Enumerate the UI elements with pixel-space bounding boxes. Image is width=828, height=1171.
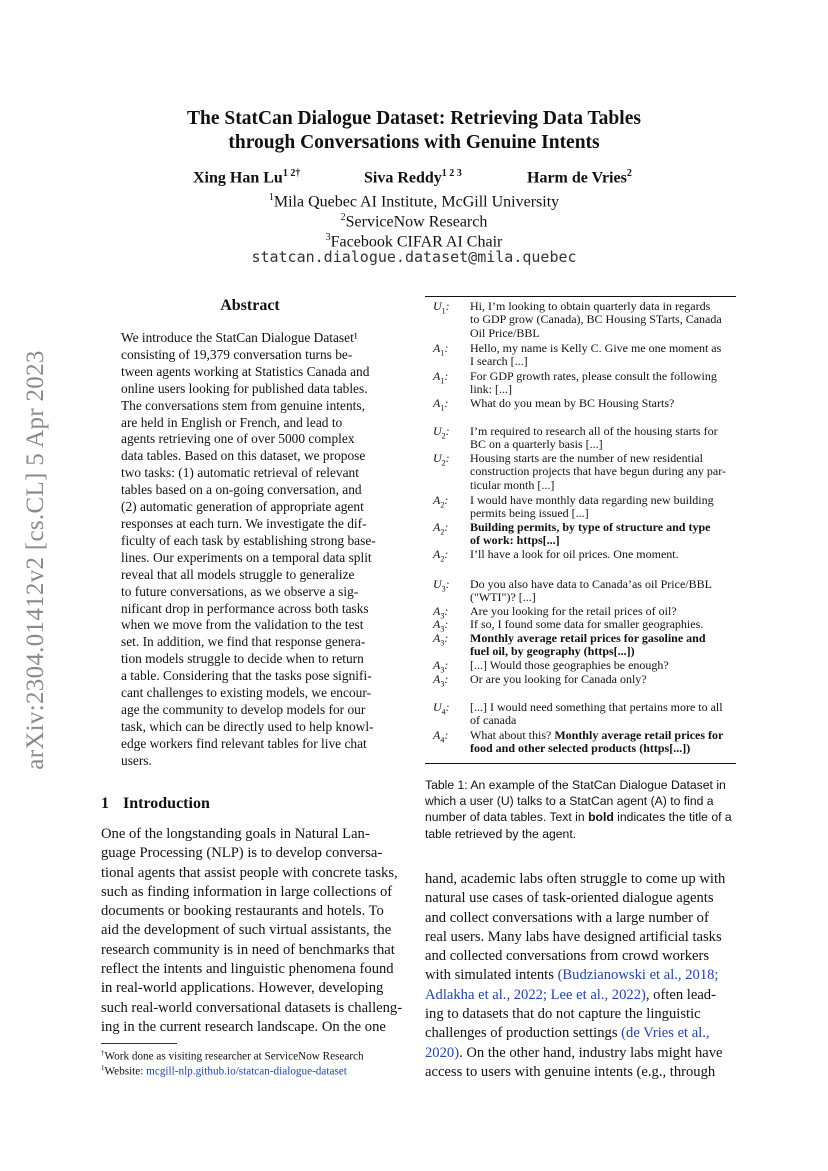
abstract-line: ficulty of each task by establishing strong base-: [121, 532, 376, 548]
turn-index: 2: [440, 554, 445, 564]
citation-link[interactable]: Adlakha et al., 2022; Lee et al., 2022): [425, 986, 646, 1003]
utterance-line: I’ll have a look for oil prices. One moment.: [470, 547, 679, 561]
utterance-line: For GDP growth rates, please consult the following: [470, 369, 717, 383]
utterance-line: ("WTI")? [...]: [470, 590, 536, 605]
citation-link[interactable]: (Budzianowski et al., 2018;: [557, 967, 719, 984]
footnote-website: [101, 1061, 411, 1080]
footnote-mark: 1: [101, 1064, 105, 1072]
contact-email[interactable]: statcan.dialogue.dataset@mila.quebec: [251, 248, 577, 266]
speaker-letter: U: [433, 577, 442, 591]
website-link[interactable]: mcgill-nlp.github.io/statcan-dialogue-dataset: [146, 1065, 347, 1078]
turn-index: 4: [441, 707, 446, 717]
line-text: . On the other hand, industry labs might have: [459, 1044, 723, 1061]
speaker-colon: :: [444, 617, 449, 631]
turn-index: 1: [440, 376, 445, 386]
dialogue-example-table: [425, 300, 736, 760]
abstract-line: task, which can be directly used to help knowl-: [121, 718, 374, 734]
utterance-line: Oil Price/BBL: [470, 325, 540, 340]
paragraph-line: [425, 966, 736, 985]
paragraph-line: [425, 870, 736, 889]
turn-index: 3: [440, 679, 445, 689]
speaker-letter: A: [433, 369, 441, 383]
affiliation-text: ServiceNow Research: [345, 213, 488, 231]
affiliation-text: Mila Quebec AI Institute, McGill University: [273, 193, 560, 211]
abstract-line: users.: [121, 752, 152, 768]
utterance-line: of canada: [470, 713, 517, 728]
utterance: [470, 701, 732, 728]
speaker-label: [433, 370, 448, 388]
speaker-letter: A: [433, 728, 441, 742]
speaker-label: [433, 397, 448, 415]
speaker-letter: U: [433, 451, 442, 465]
turn-index: 2: [441, 458, 446, 468]
paragraph-line: reflect the intents and linguistic phenomena found: [101, 961, 394, 978]
paragraph-line: such real-world conversational datasets is challeng-: [101, 999, 403, 1016]
abstract-heading: Abstract: [220, 297, 280, 314]
speaker-label: [433, 548, 448, 566]
utterance: [470, 659, 732, 672]
retrieved-table-title: of work: https[...]: [470, 533, 560, 548]
line-text: with simulated intents: [425, 967, 558, 984]
line-text: and collect conversations with a large number of: [425, 909, 709, 926]
abstract-line: agents retrieving one of over 5000 complex: [121, 431, 355, 447]
abstract-line: tion models struggle to decide when to return: [121, 651, 364, 667]
abstract-line: tween agents working at Statistics Canada and: [121, 363, 370, 379]
abstract-line: tables based on a on-going conversation, and: [121, 482, 362, 498]
author-2: [364, 168, 462, 187]
arxiv-identifier-stamp: arXiv:2304.01412v2 [cs.CL] 5 Apr 2023: [22, 350, 49, 770]
utterance-line: What do you mean by BC Housing Starts?: [470, 396, 675, 410]
speaker-letter: A: [433, 520, 441, 534]
retrieved-table-title: Monthly average retail prices for gasoline and: [470, 631, 706, 645]
paragraph-line: in real-world applications. However, developing: [101, 980, 384, 997]
affiliation-mark: 2: [340, 212, 346, 223]
abstract-line: set. In addition, we find that response genera-: [121, 634, 366, 650]
paragraph-line: [425, 947, 736, 966]
line-text: and collected conversations from crowd workers: [425, 948, 710, 965]
abstract-line: responses at each turn. We investigate the dif-: [121, 515, 367, 531]
speaker-label: [433, 701, 450, 719]
utterance: [470, 632, 732, 659]
footnote-divider: [101, 1043, 177, 1044]
turn-index: 2: [441, 431, 446, 441]
line-text: , often lead-: [645, 986, 716, 1003]
paragraph-line: [425, 1063, 736, 1082]
line-text: access to users with genuine intents (e.g., through: [425, 1063, 716, 1080]
paragraph-line: tional agents that assist people with concrete tasks,: [101, 864, 398, 881]
citation-link[interactable]: (de Vries et al.,: [621, 1025, 710, 1042]
abstract-line: a table. Considering that the tasks pose signifi-: [121, 668, 372, 684]
speaker-label: [433, 632, 448, 650]
utterance: [470, 370, 732, 397]
speaker-label: [433, 729, 448, 747]
utterance: [470, 425, 732, 452]
utterance-line: [470, 729, 732, 742]
utterance: [470, 521, 732, 548]
speaker-colon: :: [444, 369, 449, 383]
introduction-body: [101, 825, 403, 1037]
abstract-line: online users looking for published data tables.: [121, 380, 368, 396]
utterance-text: What about this?: [470, 728, 555, 742]
speaker-letter: A: [433, 547, 441, 561]
author-affiliation-marks: 1 2 3: [441, 168, 462, 179]
utterance-line: Hello, my name is Kelly C. Give me one moment as: [470, 341, 722, 355]
utterance: [470, 300, 732, 340]
paragraph-line: [425, 909, 736, 928]
caption-bold-word: bold: [588, 810, 614, 825]
speaker-colon: :: [445, 299, 450, 313]
line-text: real users. Many labs have designed artificial tasks: [425, 928, 722, 945]
utterance: [470, 548, 732, 561]
paragraph-line: ing in the current research landscape. On the one: [101, 1018, 386, 1035]
utterance-line: BC on a quarterly basis [...]: [470, 437, 603, 452]
speaker-colon: :: [445, 577, 450, 591]
paragraph-line: research community is in need of benchmarks that: [101, 941, 395, 958]
speaker-letter: A: [433, 617, 441, 631]
table-caption: [425, 777, 736, 842]
abstract-line: are held in English or French, and lead to: [121, 414, 343, 430]
speaker-colon: :: [444, 341, 449, 355]
turn-index: 1: [440, 348, 445, 358]
utterance-line: [...] Would those geographies be enough?: [470, 658, 669, 672]
author-affiliation-marks: 1 2†: [282, 168, 301, 179]
speaker-colon: :: [444, 547, 449, 561]
retrieved-table-title: fuel oil, by geography (https[...]): [470, 644, 635, 659]
turn-index: 1: [441, 306, 446, 316]
utterance: [470, 342, 732, 369]
utterance-line: permits being issued [...]: [470, 506, 589, 521]
speaker-label: [433, 494, 448, 512]
turn-index: 2: [440, 527, 445, 537]
citation-link[interactable]: 2020): [425, 1044, 460, 1061]
author-1: [193, 168, 300, 187]
author-affiliation-marks: 2: [626, 168, 632, 179]
abstract-line: lines. Our experiments on a temporal data split: [121, 549, 372, 565]
speaker-letter: A: [433, 604, 441, 618]
turn-index: 2: [440, 500, 445, 510]
line-text: hand, academic labs often struggle to come up with: [425, 871, 726, 887]
utterance: [470, 397, 732, 410]
paragraph-line: [425, 889, 736, 908]
introduction-body-continued: [425, 870, 736, 1082]
abstract-body: [121, 330, 380, 770]
turn-index: 3: [441, 584, 446, 594]
speaker-colon: :: [444, 658, 449, 672]
paragraph-line: such as finding information in large collections of: [101, 883, 393, 900]
retrieved-table-title: Monthly average retail prices for: [554, 728, 724, 742]
paragraph-line: [425, 986, 736, 1005]
paragraph-line: [425, 928, 736, 947]
utterance: [470, 729, 732, 756]
affiliation-text: Facebook CIFAR AI Chair: [330, 233, 503, 251]
line-text: challenges of production settings: [425, 1025, 622, 1042]
utterance-line: Or are you looking for Canada only?: [470, 672, 647, 686]
retrieved-table-title: food and other selected products (https[...]): [470, 741, 691, 756]
speaker-letter: A: [433, 341, 441, 355]
speaker-colon: :: [444, 728, 449, 742]
utterance: [470, 578, 732, 605]
speaker-colon: :: [445, 700, 450, 714]
utterance-line: If so, I found some data for smaller geographies.: [470, 617, 704, 631]
paragraph-line: [425, 1024, 736, 1043]
line-text: ing to datasets that do not capture the linguistic: [425, 1006, 701, 1023]
speaker-colon: :: [445, 451, 450, 465]
speaker-label: [433, 425, 450, 443]
utterance-line: Are you looking for the retail prices of oil?: [470, 604, 677, 618]
abstract-line: nificant drop in performance across both tasks: [121, 600, 369, 616]
speaker-label: [433, 342, 448, 360]
abstract-line: (2) automatic generation of appropriate agent: [121, 499, 364, 515]
paragraph-line: documents or booking restaurants and hotels. To: [101, 903, 384, 920]
paragraph-line: One of the longstanding goals in Natural Lan-: [101, 826, 370, 842]
turn-index: 3: [440, 624, 445, 634]
speaker-colon: :: [444, 493, 449, 507]
speaker-letter: U: [433, 424, 442, 438]
paragraph-line: [425, 1044, 736, 1063]
abstract-line: edge workers find relevant tables for live chat: [121, 735, 367, 751]
utterance-line: Housing starts are the number of new residential: [470, 451, 703, 465]
utterance-line: link: [...]: [470, 382, 512, 397]
caption-text: indicates the title of a table retrieved by the agent.: [425, 810, 732, 841]
footnote-text: Website:: [104, 1065, 147, 1078]
section-title: Introduction: [123, 795, 210, 812]
speaker-letter: A: [433, 658, 441, 672]
speaker-letter: A: [433, 396, 441, 410]
abstract-line: two tasks: (1) automatic retrieval of relevant: [121, 465, 359, 481]
abstract-line: age the community to develop models for our: [121, 701, 366, 717]
utterance-line: Hi, I’m looking to obtain quarterly data in regards: [470, 299, 711, 313]
turn-index: 4: [440, 735, 445, 745]
utterance-line: [...] I would need something that pertains more to all: [470, 700, 723, 714]
speaker-label: [433, 300, 450, 318]
speaker-colon: :: [445, 424, 450, 438]
affiliation-mark: 1: [268, 192, 274, 203]
turn-index: 3: [440, 638, 445, 648]
author-name: Siva Reddy: [364, 169, 442, 187]
turn-index: 3: [440, 665, 445, 675]
speaker-colon: :: [444, 396, 449, 410]
author-name: Xing Han Lu: [193, 169, 283, 187]
utterance: [470, 618, 732, 631]
speaker-colon: :: [444, 520, 449, 534]
abstract-line: cant challenges to existing models, we encour-: [121, 685, 371, 701]
utterance-line: I’m required to research all of the housing starts for: [470, 424, 718, 438]
turn-index: 1: [440, 403, 445, 413]
utterance-line: Do you also have data to Canada’as oil Price/BBL: [470, 577, 712, 591]
abstract-line: We introduce the StatCan Dialogue Dataset¹: [121, 330, 358, 345]
abstract-line: consisting of 19,379 conversation turns be-: [121, 346, 353, 362]
utterance-line: ticular month [...]: [470, 477, 555, 492]
paper-title-line-1: The StatCan Dialogue Dataset: Retrieving Data Tables: [187, 108, 641, 129]
speaker-letter: A: [433, 493, 441, 507]
speaker-letter: A: [433, 672, 441, 686]
turn-index: 3: [440, 611, 445, 621]
speaker-colon: :: [444, 631, 449, 645]
speaker-letter: U: [433, 700, 442, 714]
paper-title-line-2: through Conversations with Genuine Intents: [228, 132, 600, 153]
utterance-line: I search [...]: [470, 354, 528, 369]
speaker-label: [433, 578, 450, 596]
speaker-label: [433, 452, 450, 470]
speaker-colon: :: [444, 672, 449, 686]
table-bottom-rule: [425, 763, 736, 764]
utterance: [470, 494, 732, 521]
speaker-label: [433, 673, 448, 691]
author-3: [527, 168, 632, 187]
affiliation-mark: 3: [325, 232, 331, 243]
abstract-line: to future conversations, as we observe a sig-: [121, 583, 359, 599]
paragraph-line: guage Processing (NLP) is to develop conversa-: [101, 845, 383, 862]
author-list: [0, 168, 828, 190]
utterance-line: construction projects that have begun during any par-: [470, 464, 727, 479]
introduction-heading: [101, 795, 210, 813]
abstract-line: The conversations stem from genuine intents,: [121, 397, 365, 413]
speaker-colon: :: [444, 604, 449, 618]
speaker-letter: A: [433, 631, 441, 645]
footnote-text: Work done as visiting researcher at ServiceNow Research: [104, 1050, 364, 1063]
paragraph-line: aid the development of such virtual assistants, the: [101, 922, 392, 939]
footnote-mark: †: [101, 1049, 105, 1057]
speaker-label: [433, 521, 448, 539]
utterance: [470, 452, 732, 492]
abstract-line: reveal that all models struggle to generalize: [121, 566, 355, 582]
section-number: 1: [101, 795, 109, 812]
table-top-rule: [425, 296, 736, 297]
utterance-line: to GDP grow (Canada), BC Housing STarts, Canada: [470, 312, 722, 327]
abstract-line: when we move from the validation to the test: [121, 617, 364, 633]
paragraph-line: [425, 1005, 736, 1024]
utterance-line: I would have monthly data regarding new building: [470, 493, 714, 507]
speaker-letter: U: [433, 299, 442, 313]
retrieved-table-title: Building permits, by type of structure and type: [470, 520, 711, 534]
author-name: Harm de Vries: [527, 169, 627, 187]
line-text: natural use cases of task-oriented dialogue agents: [425, 890, 714, 907]
abstract-line: data tables. Based on this dataset, we propose: [121, 448, 366, 464]
utterance: [470, 673, 732, 686]
caption-text: Table 1: An example of the StatCan Dialogue Dataset in which a user (U) talks to a StatCan agent (A) to find a number of data tables. Text in: [425, 778, 726, 825]
